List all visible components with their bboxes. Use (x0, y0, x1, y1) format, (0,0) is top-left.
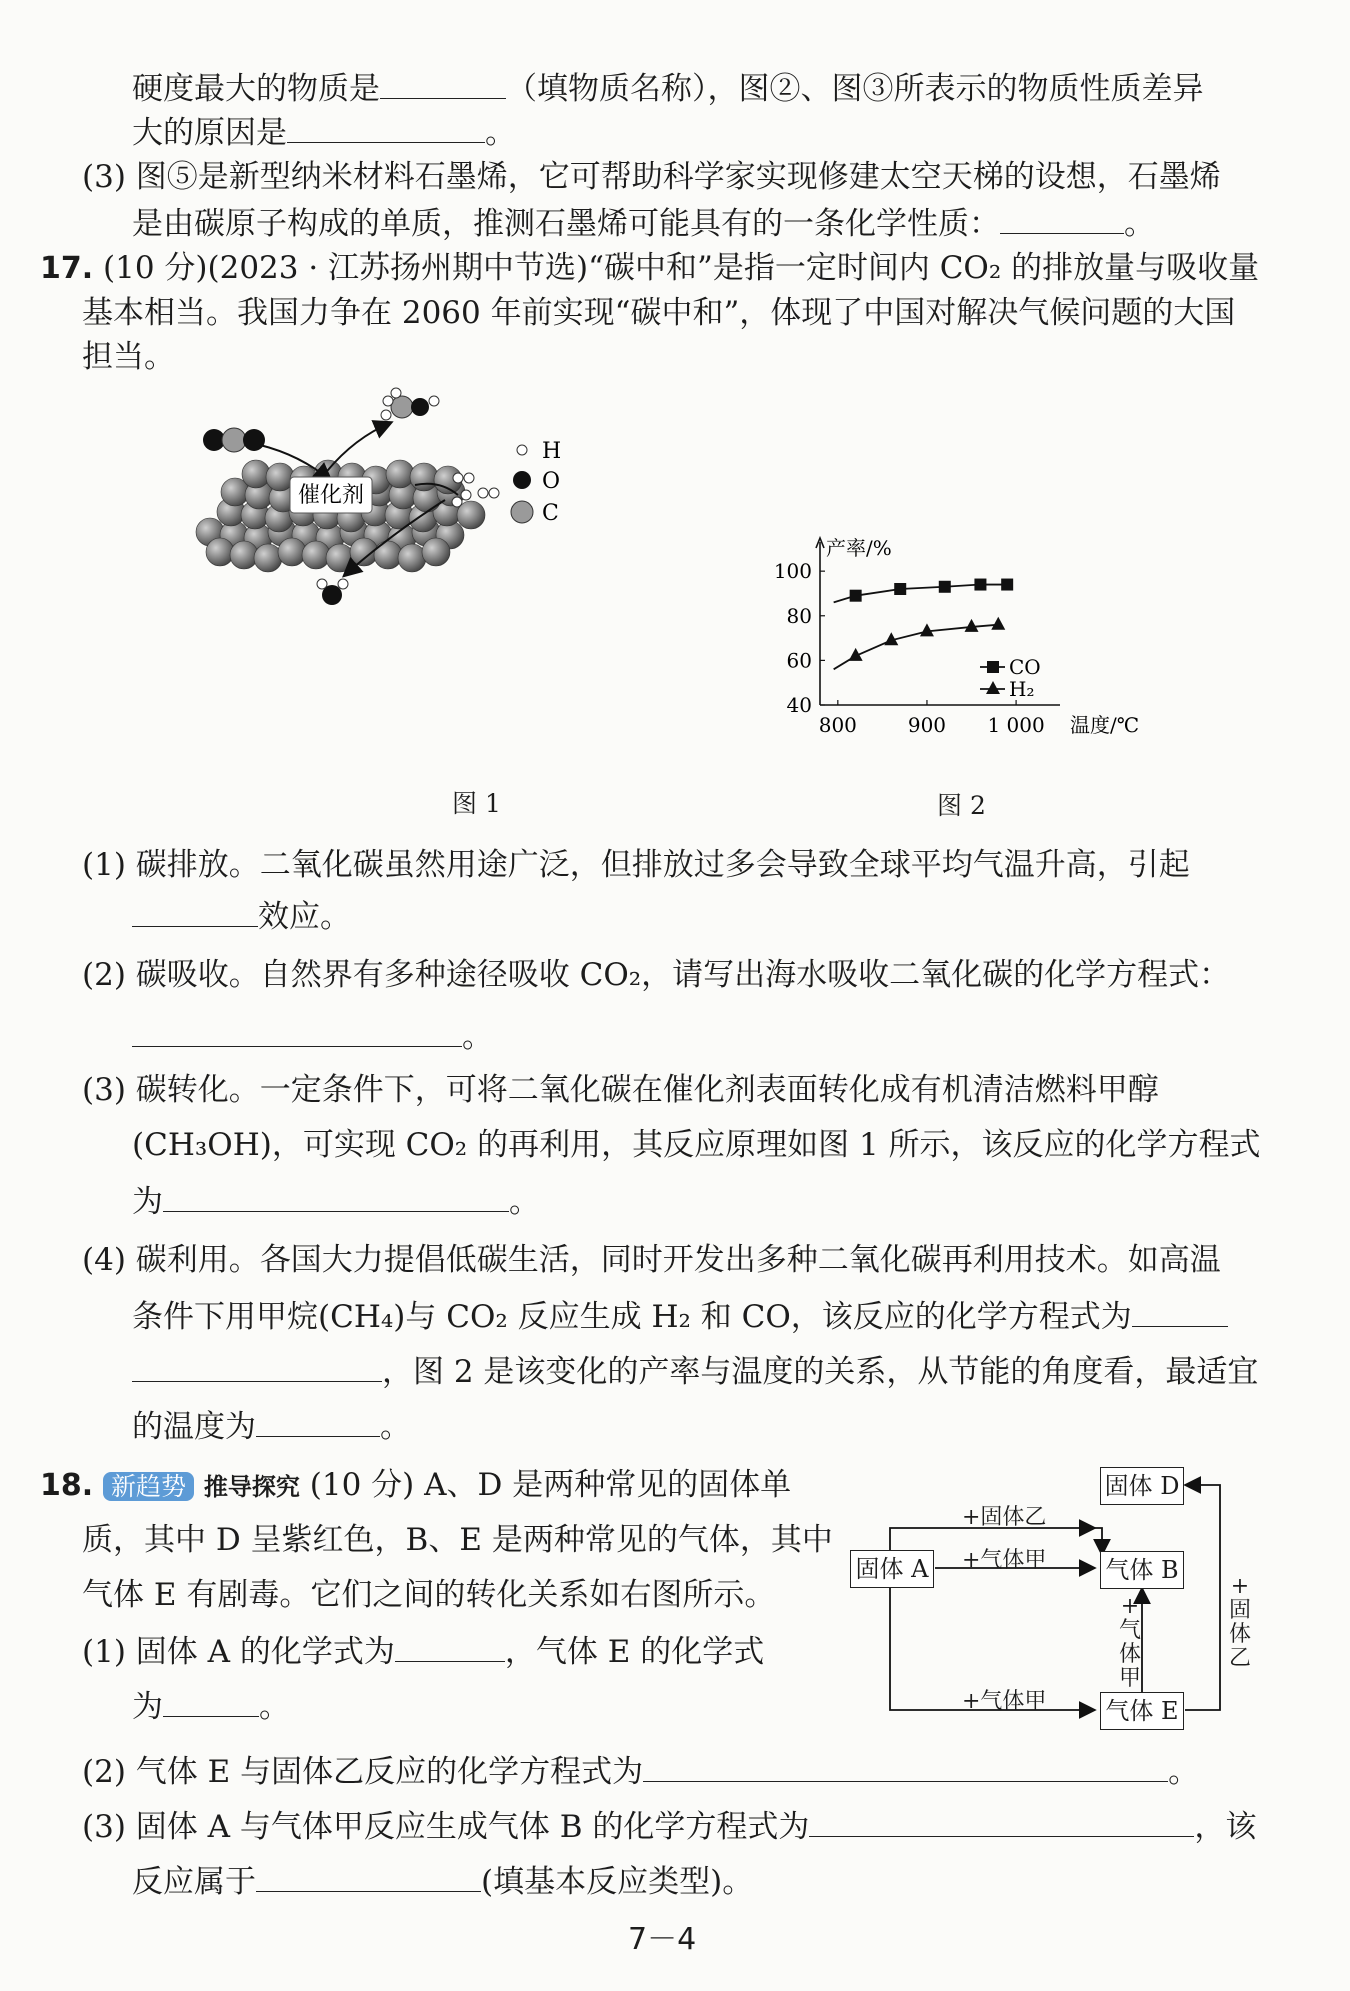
q17-sub-3: (3) 碳转化。一定条件下，可将二氧化碳在催化剂表面转化成有机清洁燃料甲醇 (82, 1072, 1159, 1108)
intro-text: 。 (1124, 206, 1155, 242)
answer-blank[interactable] (163, 1690, 259, 1717)
catalyst-atom (398, 544, 426, 572)
question-text: ，图 2 是该变化的产率与温度的关系，从节能的角度看，最适宜 (382, 1354, 1259, 1390)
answer-blank[interactable] (163, 1185, 509, 1212)
methanol-molecule (381, 388, 439, 420)
x-tick-label: 1 000 (987, 713, 1045, 737)
catalyst-atom (302, 541, 330, 569)
answer-blank[interactable] (380, 72, 506, 99)
intro-text: 大的原因是 (132, 115, 287, 151)
question-text: 效应。 (258, 899, 351, 935)
question-17-line-1 (40, 250, 1260, 286)
answer-blank[interactable] (256, 1410, 380, 1437)
question-text: 。 (462, 1019, 493, 1055)
q18-sub-1 (82, 1635, 764, 1668)
answer-blank[interactable] (1000, 207, 1124, 234)
question-17-line-3: 担当。 (82, 339, 175, 375)
q17-sub-4-end (132, 1410, 411, 1443)
figure-2-caption: 图 2 (937, 791, 986, 820)
question-text: 为 (132, 1689, 163, 1725)
intro-line-2 (132, 116, 516, 149)
page-number: 7－4 (628, 1922, 697, 1957)
catalyst-atom (410, 463, 438, 491)
q17-sub-4-cont (132, 1300, 1228, 1333)
legend-marker-o (513, 471, 531, 489)
catalyst-label: 催化剂 (297, 483, 365, 508)
question-text: 。 (1168, 1754, 1200, 1790)
x-tick-label: 800 (818, 713, 857, 737)
data-point-h2 (965, 619, 979, 632)
subquestion-3-cont (132, 207, 1155, 240)
answer-blank[interactable] (1132, 1300, 1228, 1327)
catalyst-atom (242, 460, 270, 488)
figure-1-caption: 图 1 (452, 789, 501, 818)
intro-text: 。 (485, 115, 516, 151)
answer-blank[interactable] (287, 116, 485, 143)
question-text: 。 (509, 1184, 540, 1220)
intro-text: （填物质名称），图②、图③所表示的物质性质差异 (506, 71, 1204, 107)
question-text: (填基本反应类型)。 (481, 1864, 754, 1900)
question-text: 。 (380, 1409, 411, 1445)
question-text: 为 (132, 1184, 163, 1220)
answer-blank[interactable] (132, 1355, 382, 1382)
q17-sub-2: (2) 碳吸收。自然界有多种途径吸收 CO₂，请写出海水吸收二氧化碳的化学方程式： (82, 957, 1231, 993)
legend-label: H₂ (1009, 677, 1035, 701)
y-tick-label: 60 (786, 648, 812, 673)
q17-sub-1-cont (132, 900, 351, 933)
diagram-connectors (850, 1460, 1270, 1730)
question-text: (10 分)(2023 · 江苏扬州期中节选)“碳中和”是指一定时间内 CO₂ 的排放量与吸收量 (103, 250, 1260, 286)
water-molecule (317, 579, 348, 605)
label-a-to-d: +固体乙 (962, 1505, 1047, 1530)
catalyst-atom (278, 538, 306, 566)
new-trend-tag: 新趋势 (103, 1472, 194, 1501)
q18-sub-3-cont (132, 1865, 753, 1898)
question-number: 18. (40, 1468, 94, 1503)
co2-molecule (203, 428, 265, 452)
label-e-to-d: + 固 体 乙 (1228, 1574, 1251, 1671)
intro-line-1 (132, 72, 1204, 105)
question-18-line-2: 质，其中 D 呈紫红色，B、E 是两种常见的气体，其中 (82, 1522, 833, 1558)
answer-blank[interactable] (132, 900, 258, 927)
box-gas-b: 气体 B (1100, 1551, 1184, 1589)
question-text: 的温度为 (132, 1409, 256, 1445)
q17-sub-2-cont (132, 1020, 493, 1053)
y-tick-label: 100 (773, 559, 812, 584)
answer-blank[interactable] (643, 1755, 1168, 1782)
box-solid-a: 固体 A (850, 1550, 934, 1588)
catalyst-atom (326, 544, 354, 572)
question-17-line-2: 基本相当。我国力争在 2060 年前实现“碳中和”，体现了中国对解决气候问题的大国 (82, 295, 1236, 331)
intro-text: 是由碳原子构成的单质，推测石墨烯可能具有的一条化学性质： (132, 206, 1000, 242)
x-axis-label: 温度/℃ (1070, 713, 1140, 737)
question-type-tag: 推导探究 (203, 1473, 300, 1501)
conversion-diagram (850, 1460, 1270, 1730)
question-18-line-1 (40, 1467, 792, 1503)
question-text: (2) 气体 E 与固体乙反应的化学方程式为 (82, 1754, 644, 1790)
legend-label-c: C (542, 501, 559, 526)
data-point-co (894, 583, 906, 595)
catalyst-atom (422, 538, 450, 566)
box-gas-e: 气体 E (1100, 1692, 1184, 1730)
legend-marker-co (987, 661, 999, 673)
figure-1-catalyst-diagram (180, 385, 620, 625)
data-point-co (974, 579, 986, 591)
x-tick-label: 900 (907, 713, 947, 737)
y-tick-label: 80 (786, 603, 812, 628)
answer-blank[interactable] (395, 1635, 505, 1662)
legend-label-o: O (542, 469, 561, 494)
catalyst-atom (230, 541, 258, 569)
subquestion-3: (3) 图⑤是新型纳米材料石墨烯，它可帮助科学家实现修建太空天梯的设想，石墨烯 (82, 159, 1221, 195)
data-point-co (939, 581, 951, 593)
legend-marker-c (511, 501, 533, 523)
q17-sub-4-cont2 (132, 1355, 1258, 1388)
question-18-line-3: 气体 E 有剧毒。它们之间的转化关系如右图所示。 (82, 1577, 776, 1613)
question-text: ，气体 E 的化学式 (504, 1634, 765, 1670)
question-text: (10 分) A、D 是两种常见的固体单 (309, 1467, 792, 1503)
atom-legend (511, 439, 561, 526)
y-axis-label: 产率/% (826, 536, 892, 560)
question-number: 17. (40, 251, 94, 286)
question-text: (3) 固体 A 与气体甲反应生成气体 B 的化学方程式为 (82, 1809, 810, 1845)
label-e-to-b: + 气 体 甲 (1118, 1594, 1141, 1691)
answer-blank[interactable] (256, 1865, 481, 1892)
label-a-to-b: +气体甲 (962, 1548, 1047, 1573)
question-text: 。 (259, 1689, 290, 1725)
figure-2-yield-chart (765, 535, 1155, 775)
catalyst-atom (254, 544, 282, 572)
label-a-to-e: +气体甲 (962, 1689, 1047, 1714)
q17-sub-4: (4) 碳利用。各国大力提倡低碳生活，同时开发出多种二氧化碳再利用技术。如高温 (82, 1242, 1221, 1278)
legend-label-h: H (542, 439, 562, 464)
data-point-co (1001, 579, 1013, 591)
legend-marker-h (517, 445, 527, 455)
data-point-co (850, 590, 862, 602)
data-point-h2 (991, 617, 1005, 630)
q17-sub-1: (1) 碳排放。二氧化碳虽然用途广泛，但排放过多会导致全球平均气温升高，引起 (82, 847, 1190, 883)
box-solid-d: 固体 D (1100, 1467, 1184, 1505)
q18-sub-1-cont (132, 1690, 290, 1723)
intro-text: 硬度最大的物质是 (132, 71, 380, 107)
y-tick-label: 40 (786, 693, 812, 717)
q17-sub-3-end (132, 1185, 540, 1218)
legend-label: CO (1009, 655, 1041, 679)
question-text: (1) 固体 A 的化学式为 (82, 1634, 395, 1670)
answer-blank[interactable] (809, 1810, 1194, 1837)
catalyst-atom (374, 541, 402, 569)
q18-sub-3 (82, 1810, 1256, 1843)
catalyst-atom (206, 538, 234, 566)
catalyst-atom (386, 460, 414, 488)
legend-marker-h2 (986, 681, 1000, 694)
data-point-h2 (920, 623, 934, 636)
question-text: 反应属于 (132, 1864, 256, 1900)
question-text: ，该 (1194, 1809, 1257, 1845)
question-text: 条件下用甲烷(CH₄)与 CO₂ 反应生成 H₂ 和 CO，该反应的化学方程式为 (132, 1299, 1132, 1335)
answer-blank[interactable] (132, 1020, 462, 1047)
q18-sub-2 (82, 1755, 1199, 1788)
q17-sub-3-cont: (CH₃OH)，可实现 CO₂ 的再利用，其反应原理如图 1 所示，该反应的化学方程式 (132, 1127, 1261, 1163)
